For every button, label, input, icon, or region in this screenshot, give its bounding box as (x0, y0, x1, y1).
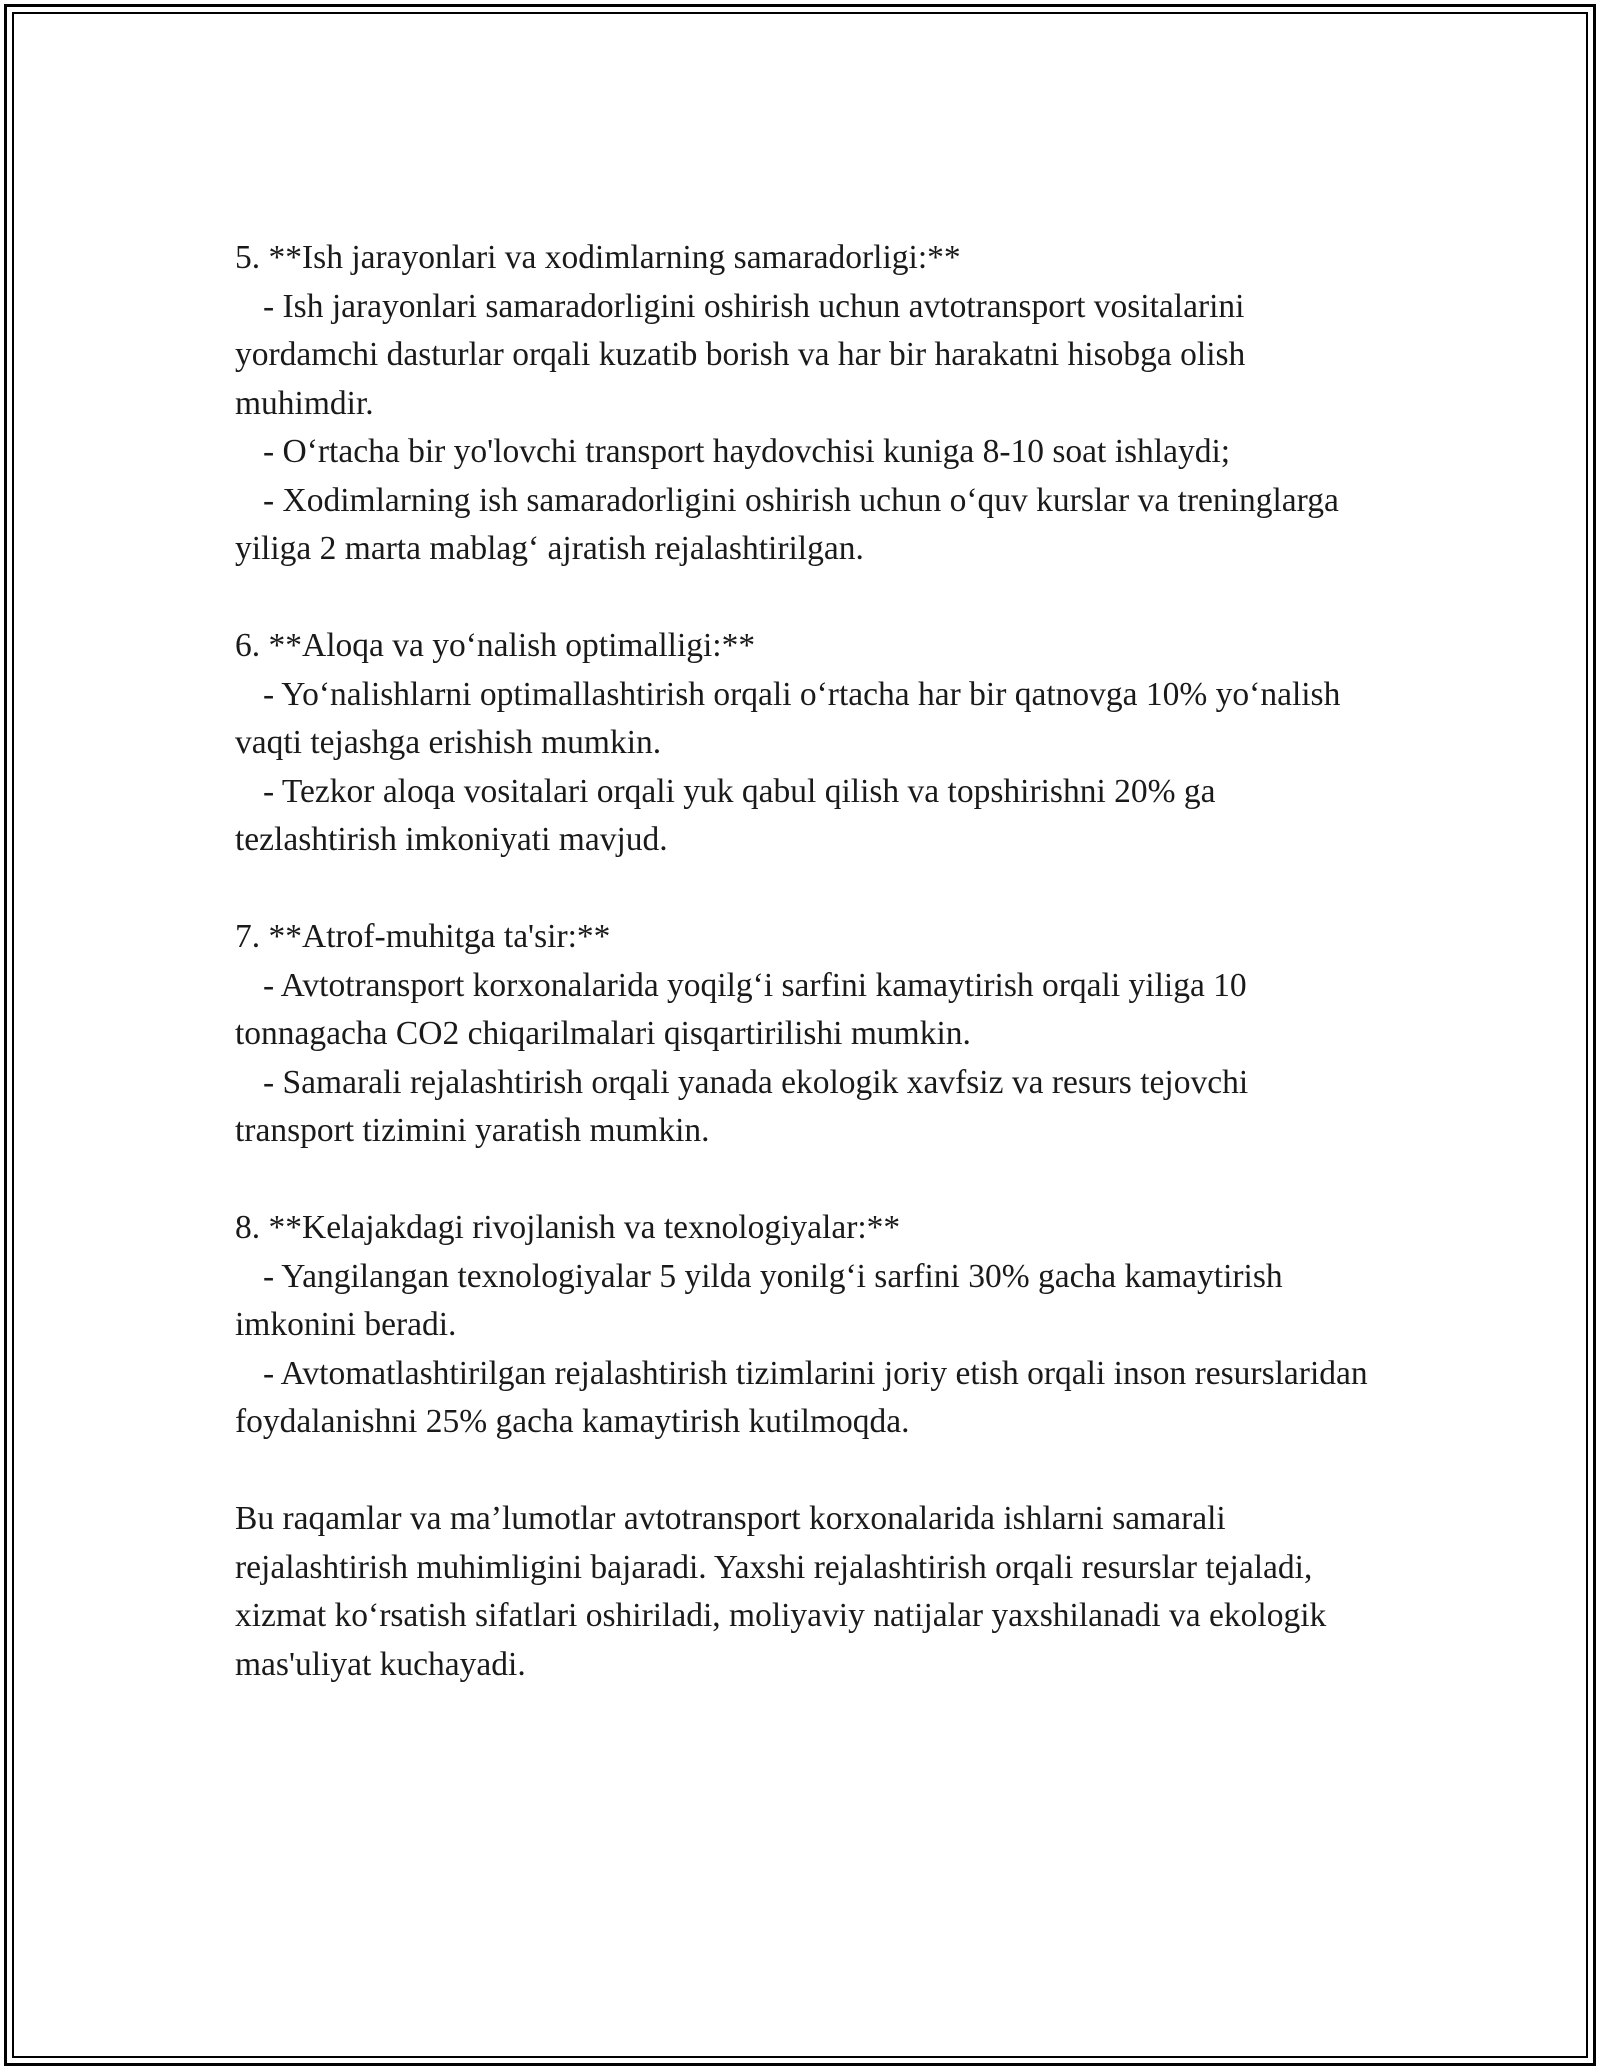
section-future-technology (235, 1204, 1370, 1447)
bullet-item: - Avtomatlashtirilgan rejalashtirish tizimlarini joriy etish orqali inson resurslaridan foydalanishni 25% gacha kamaytirish kutilmoqda. (235, 1354, 1368, 1440)
bullet-item: - Yangilangan texnologiyalar 5 yilda yonilg‘i sarfini 30% gacha kamaytirish imkonini beradi. (235, 1257, 1283, 1343)
bullet-item: - Avtotransport korxonalarida yoqilg‘i sarfini kamaytirish orqali yiliga 10 tonnagacha CO2 chiqarilmalari qisqartirilishi mumkin. (235, 966, 1247, 1052)
section-route-optimization (235, 622, 1370, 865)
bullet-item: - Ish jarayonlari samaradorligini oshirish uchun avtotransport vositalarini yordamchi dasturlar orqali kuzatib borish va har bir harakatni hisobga olish muhimdir. (235, 287, 1246, 422)
bullet-item: - O‘rtacha bir yo'lovchi transport haydovchisi kuniga 8-10 soat ishlaydi; (263, 433, 1231, 470)
conclusion-text: Bu raqamlar va ma’lumotlar avtotransport korxonalarida ishlarni samarali rejalashtirish muhimligini bajaradi. Yaxshi rejalashtirish orqali resurslar tejaladi, xizmat ko‘rsatish sifatlari oshiriladi, moliyaviy natijalar yaxshilanadi va ekologik mas'uliyat kuchayadi. (235, 1500, 1327, 1683)
section-heading: 7. **Atrof-muhitga ta'sir:** (235, 918, 611, 955)
document-body (235, 234, 1370, 1738)
section-heading: 6. **Aloqa va yo‘nalish optimalligi:** (235, 627, 756, 664)
conclusion-paragraph (235, 1495, 1370, 1689)
bullet-item: - Xodimlarning ish samaradorligini oshirish uchun o‘quv kurslar va treninglarga yiliga 2 marta mablag‘ ajratish rejalashtirilgan. (235, 481, 1339, 567)
section-heading: 8. **Kelajakdagi rivojlanish va texnologiyalar:** (235, 1209, 901, 1246)
bullet-item: - Yo‘nalishlarni optimallashtirish orqali o‘rtacha har bir qatnovga 10% yo‘nalish vaqti tejashga erishish mumkin. (235, 675, 1341, 761)
bullet-item: - Samarali rejalashtirish orqali yanada ekologik xavfsiz va resurs tejovchi transport tizimini yaratish mumkin. (235, 1063, 1249, 1149)
bullet-item: - Tezkor aloqa vositalari orqali yuk qabul qilish va topshirishni 20% ga tezlashtirish imkoniyati mavjud. (235, 772, 1216, 858)
section-work-efficiency (235, 234, 1370, 574)
section-environment (235, 913, 1370, 1156)
section-heading: 5. **Ish jarayonlari va xodimlarning samaradorligi:** (235, 239, 961, 276)
